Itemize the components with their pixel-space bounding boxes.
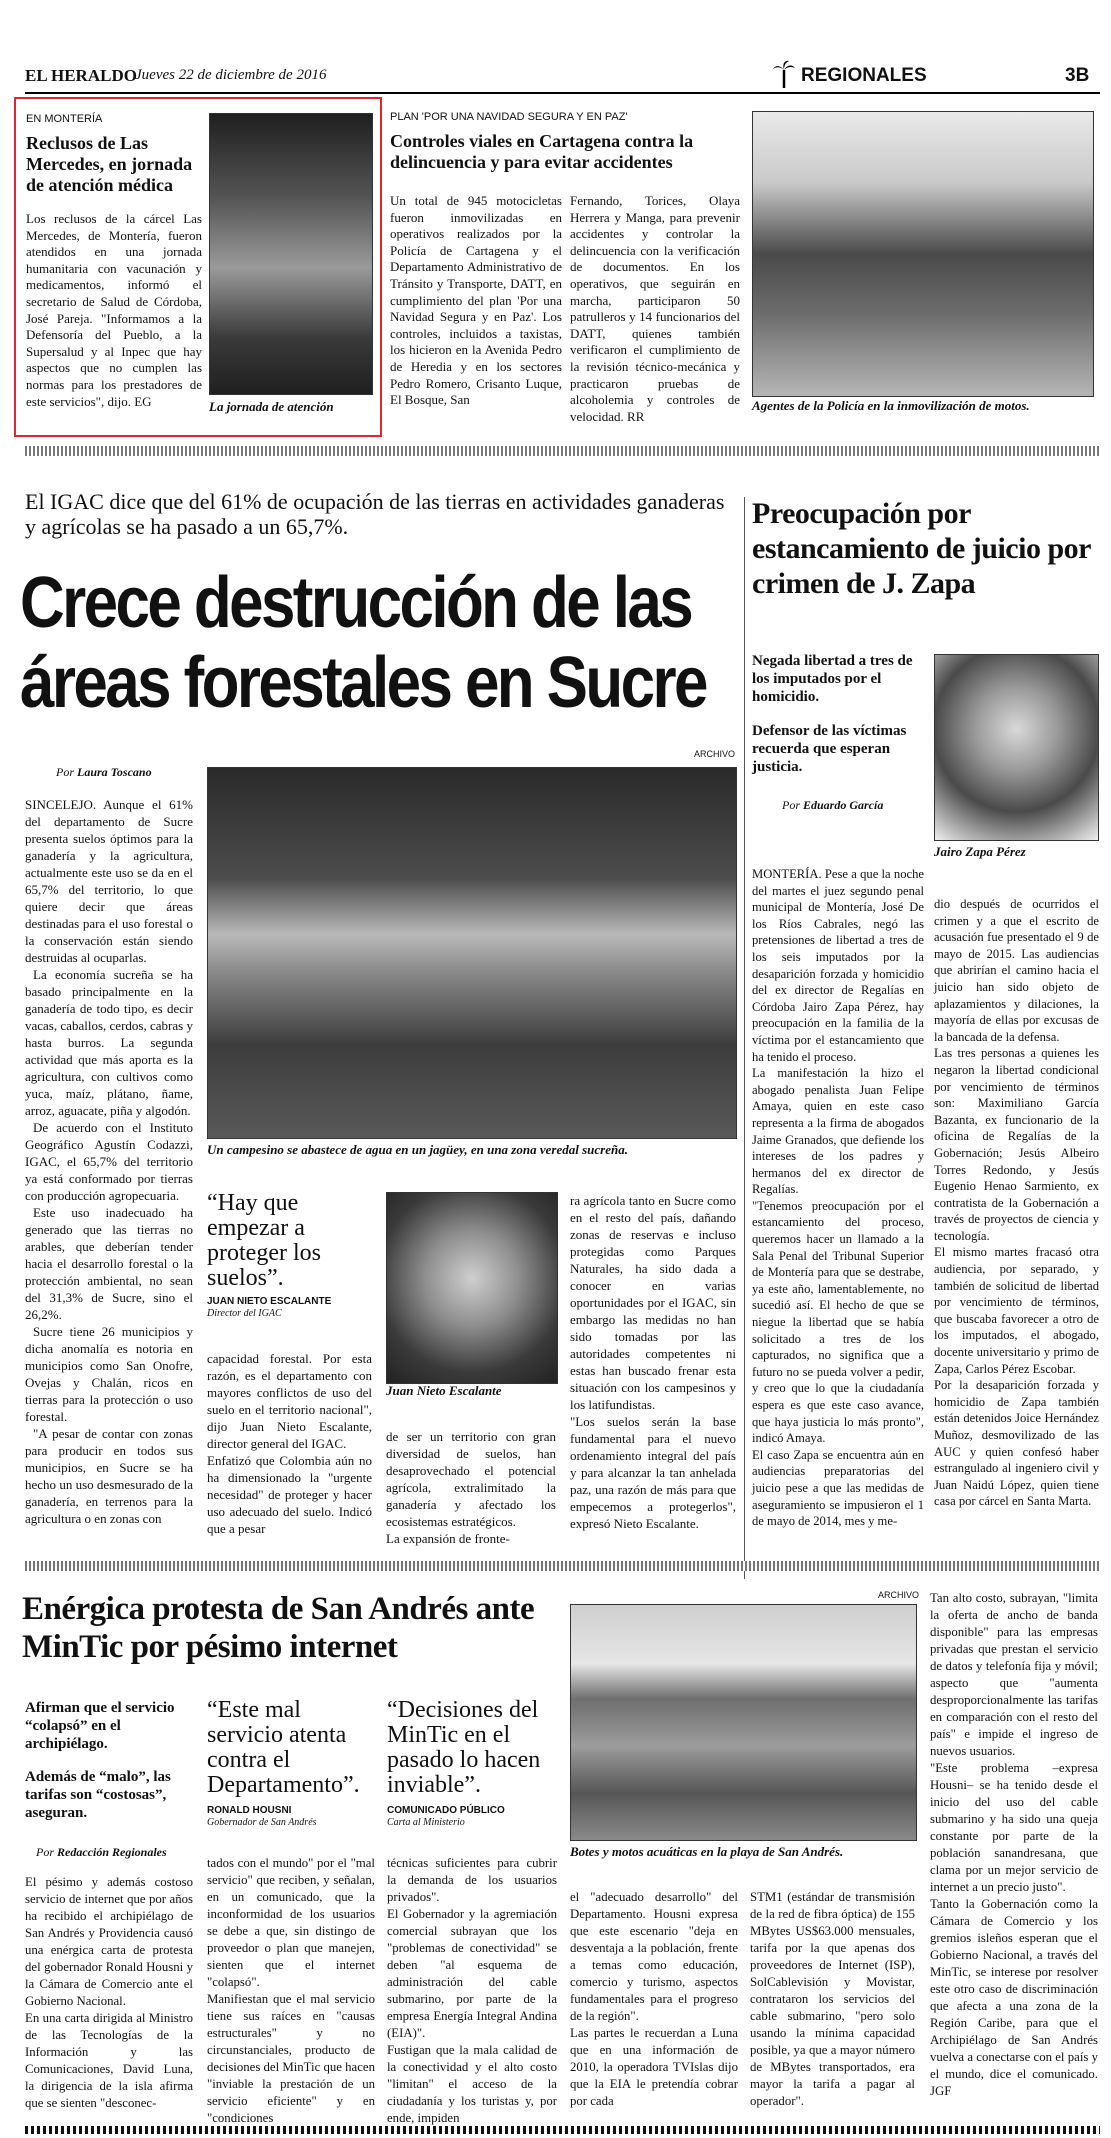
bottom-headline: Enérgica protesta de San Andrés ante MinTic por pésimo internet: [22, 1591, 535, 1665]
column-rule: [744, 497, 745, 1579]
palm-icon: [773, 60, 795, 88]
side-byline-prefix: Por: [782, 798, 800, 812]
bottom-byline-prefix: Por: [36, 1845, 54, 1859]
brief2-kicker: PLAN 'POR UNA NAVIDAD SEGURA Y EN PAZ': [390, 111, 628, 123]
brief2-col1: Un total de 945 motocicletas fueron inmovilizadas en operativos realizados por la Policía de Cartagena y el Departamento Administrativo de Tránsito y Transporte, DATT, en cumplimiento del plan 'Por una Navidad Segura y en Paz'. Los controles, incluidos a taxistas, los hicieron en la Avenida Pedro de Heredia y en los sectores Pedro Romero, Crisanto Luque, El Bosque, San: [390, 193, 562, 408]
zapa-portrait: [934, 654, 1099, 841]
main-col1-p4: Este uso inadecuado ha generado que las tierras no arables, que deberían tender hacia el desarrollo forestal o la protección ambiental, no sean del 31,3% de Sucre, sino el 26,2%.: [25, 1205, 193, 1322]
bottom-byline: [36, 1845, 167, 1860]
side-byline-author: Eduardo García: [803, 798, 884, 812]
side-byline: [782, 798, 883, 813]
zapa-portrait-caption: Jairo Zapa Pérez: [934, 844, 1026, 859]
main-deck: El IGAC dice que del 61% de ocupación de las tierras en actividades ganaderas y agrícolas se ha pasado a un 65,7%.: [25, 489, 725, 539]
motorcycles-photo-caption: Agentes de la Policía en la inmovilización de motos.: [752, 398, 1030, 413]
issue-date: Jueves 22 de diciembre de 2016: [135, 67, 327, 83]
main-col1-p5: Sucre tiene 26 municipios y dicha anomalía es notoria en municipios como San Onofre, Ovejas y Chalán, ricos en tierras para la protección o uso forestal.: [25, 1324, 193, 1424]
bottom-quote-2-role: Carta al Ministerio: [387, 1817, 465, 1828]
bottom-quote-1-role: Gobernador de San Andrés: [207, 1817, 317, 1828]
main-col1-p2: La economía sucreña se ha basado principalmente en la ganadería de todo tipo, es decir vacas, caballos, cerdos, cabras y hasta burros. La segunda actividad que más aporta es la agricultura, con cultivos como yuca, maíz, plátano, ñame, arroz, aguacate, piña y algodón.: [25, 967, 193, 1118]
paper-name: EL HERALDO: [25, 66, 137, 85]
brief-title: Reclusos de Las Mercedes, en jornada de atención médica: [26, 133, 193, 195]
bottom-deck-1: Afirman que el servicio “colapsó” en el archipiélago.: [25, 1700, 175, 1752]
bottom-col3: técnicas suficientes para cubrir la demanda de los usuarios privados". El Gobernador y la agremiación comercial subrayan que los "problemas de conectividad" se deben "al esquema de administración del cable submarino, por parte de la empresa Energía Integral Andina (EIA)". Fustigan que la mala calidad de la conectividad y el alto costo "limitan" el acceso de la ciudadanía y los turistas y, por ende, impiden: [387, 1856, 557, 2125]
san-andres-photo-caption: Botes y motos acuáticas en la playa de San Andrés.: [570, 1844, 844, 1859]
motorcycles-photo: [752, 111, 1094, 397]
bottom-quote-1: “Este mal servicio atenta contra el Departamento”.: [207, 1697, 360, 1798]
main-headline: Crece destrucción de las áreas forestales en Sucre: [20, 563, 706, 723]
jaguey-photo: [207, 767, 737, 1139]
jaguey-photo-caption: Un campesino se abastece de agua en un jagüey, en una zona veredal sucreña.: [207, 1142, 628, 1157]
side-deck-1: Negada libertad a tres de los imputados por el homicidio.: [752, 653, 913, 705]
bottom-col5: STM1 (estándar de transmisión de la red de fibra óptica) de 155 MBytes US$63.000 mensuales, tarifa por la que apenas dos proveedores de Internet (ISP), SolCablevisión y Movistar, contrataron los servicios del cable submarino, "pero solo usando la mínima capacidad posible, ya que a mayor número de MBytes transportados, era mayor la tarifa a pagar al operador".: [750, 1890, 915, 2108]
main-pull-quote: “Hay que empezar a proteger los suelos”.: [207, 1190, 321, 1291]
main-col1-p3: De acuerdo con el Instituto Geográfico Agustín Codazzi, IGAC, el 65,7% del territorio ya está conformado por tierras con producción agropecuaria.: [25, 1120, 193, 1203]
bottom-col2: tados con el mundo" por el "mal servicio" que reciben, y señalan, en un comunicado, que la inconformidad de los usuarios se debe a que, sin distingo de proveedor o plan que manejen, sienten que el internet "colapsó". Manifiestan que el mal servicio tiene sus raíces en "causas estructurales" y no circunstanciales, producto de decisiones del MinTic que hacen "inviable la prestación de un servicio eficiente" y en "condiciones: [207, 1856, 375, 2125]
bottom-col6: Tan alto costo, subrayan, "limita la oferta de ancho de banda disponible" para las empresas privadas que prestan el servicio de datos y telefonía fija y móvil; aspecto que "aumenta desproporcionalmente las tarifas en comparación con el resto del país" e impide el ingreso de nuevos usuarios. "Este problema –expresa Housni– se ha tenido desde el inicio del uso del cable submarino y ha sido una queja constante por parte de la población sanandresana, que clama por un mejor servicio de internet a un precio justo". Tanto la Gobernación como la Cámara de Comercio y los gremios isleños esperan que el Gobierno Nacional, a través del MinTic, se interese por resolver este otro caso de discriminación que afecta a una zona de la Región Caribe, para que el Archipiélago de San Andrés vuelva a conectarse con el país y el mundo, dice el comunicado. JGF: [930, 1591, 1098, 2098]
header-rule: [25, 92, 1100, 94]
page-number: 3B: [1065, 65, 1090, 86]
section-name: REGIONALES: [801, 65, 927, 86]
nieto-portrait-caption: Juan Nieto Escalante: [386, 1383, 502, 1398]
section-divider-1: [25, 446, 1100, 456]
main-archivo-tag: ARCHIVO: [694, 749, 736, 759]
brief2-title: Controles viales en Cartagena contra la delincuencia y para evitar accidentes: [390, 131, 694, 172]
san-andres-photo: [570, 1604, 917, 1841]
main-col2: capacidad forestal. Por esta razón, es el departamento con mayores conflictos de uso del suelo en el territorio nacional", dijo Juan Nieto Escalante, director general del IGAC. Enfatizó que Colombia aún no ha dimensionado la "urgente necesidad" de proteger y hacer uso adecuado del suelo. Indicó que a pesar: [207, 1351, 372, 1536]
bottom-quote-1-source: RONALD HOUSNI: [207, 1805, 292, 1816]
prison-photo-caption: La jornada de atención: [209, 399, 334, 414]
side-col2: dio después de ocurridos el crimen y a que el escrito de acusación fue presentado el 9 de mayo de 2015. Las audiencias que abrirían el camino hacia el juicio han sido objeto de aplazamientos y dilaciones, la mayoría de ellas por excusas de la bancada de la defensa. Las tres personas a quienes les negaron la libertad condicional por vencimiento de términos son: Maximiliano García Bazanta, ex funcionario de la oficina de Regalías de la Gobernación; Jesús Albeiro Torres Redondo, y Jesús Eugenio Henao Sarmiento, ex contratista de la Gobernación a través de proyectos de ciencia y tecnología. El mismo martes fracasó otra audiencia, por separado, y también de solicitud de libertad por vencimiento de términos, que buscaba favorecer a otro de los imputados, el abogado, docente universitario y primo de Zapa, Carlos Pérez Escobar. Por la desaparición forzada y homicidio de Zapa también están detenidos Joice Hernández Muñoz, desmovilizado de las AUC y quien confesó haber estrangulado al ingeniero civil y Juan Naidú López, quien tiene casa por cárcel en Santa Marta.: [934, 897, 1099, 1509]
main-col3: de ser un territorio con gran diversidad de suelos, han desaprovechado el potencial agrícola, extralimitado la ganadería y afectado los ecosistemas estratégicos. La expansión de fronte-: [386, 1429, 556, 1546]
main-byline: [56, 765, 152, 780]
main-col1-p1: SINCELEJO. Aunque el 61% del departamento de Sucre presenta suelos óptimos para la ganadería y la agricultura, actualmente este uso se da en el 65,7% del territorio, lo que quiere decir que áreas destinadas para el uso forestal o la conservación están siendo destruidas al ocuparlas.: [25, 797, 193, 965]
side-col1: MONTERÍA. Pese a que la noche del martes el juez segundo penal municipal de Montería, José De los Ríos Cabrales, negó las pretensiones de libertad a tres de los seis imputados por la desaparición forzada y homicidio del ex director de Regalías en Córdoba Jairo Zapa Pérez, hay preocupación en la familia de la víctima por el estancamiento que ha tenido el proceso. La manifestación la hizo el abogado penalista Juan Felipe Amaya, quien en este caso representa a la firma de abogados Jaime Granados, que defiende los intereses de los padres y hermanos del ex director de Regalías. "Tenemos preocupación por el estancamiento del proceso, queremos hacer un llamado a la Sala Penal del Tribunal Superior de Montería para que se destrabe, ya este año, lamentablemente, no sucedió así. El hecho de que se niegue la libertad que se había solicitado a tres de los capturados, no significa que a futuro no se pueda volver a pedir, y creo que lo que la ciudadanía espera es que este caso avance, que haya justicia lo más pronto", indicó Amaya. El caso Zapa se encuentra aún en audiencias preparatorias del juicio pese a que las medidas de aseguramiento se impusieron el 1 de mayo de 2014, mes y me-: [752, 867, 924, 1529]
side-headline: Preocupación por estancamiento de juicio por crimen de J. Zapa: [752, 497, 1091, 600]
section-divider-2: [25, 1561, 1100, 1571]
main-col1: [25, 796, 193, 1527]
brief-cartagena: [388, 97, 1100, 437]
main-col4: ra agrícola tanto en Sucre como en el resto del país, dañando zonas de reservas e incluso protegidas como Parques Naturales, ha sido dada a conocer en varias oportunidades por el IGAC, sin embargo las medidas no han sido tomadas por las autoridades competentes ni estas han buscado frenar esta situación con los campesinos y los latifundistas. "Los suelos serán la base fundamental para el nuevo ordenamiento integral del país y para alcanzar la tan anhelada paz, una razón de más para que empecemos a protegerlos", expresó Nieto Escalante.: [570, 1193, 736, 1531]
bottom-deck-2: Además de “malo”, las tarifas son “costosas”, aseguran.: [25, 1769, 171, 1821]
main-quote-role: Director del IGAC: [207, 1308, 282, 1319]
bottom-col4: el "adecuado desarrollo" del Departamento. Housni expresa que este escenario "deja en desventaja a la población, frente a temas como educación, comercio y turismo, aspectos fundamentales para el progreso de la región". Las partes le recuerdan a Luna que en una información de 2010, la operadora TVIslas dijo que la EIA le pretendía cobrar por cada: [570, 1890, 738, 2108]
masthead-strip: [25, 62, 1095, 92]
main-col1-p6: "A pesar de contar con zonas para producir en todos sus municipios, en Sucre se ha hecho un uso desmesurado de la ganadería, en terrenos para la agricultura o en zonas con: [25, 1426, 193, 1526]
main-byline-prefix: Por: [56, 765, 74, 779]
brief-body: Los reclusos de la cárcel Las Mercedes, de Montería, fueron atendidos en una jornada humanitaria con vacunación y medicamentos, informó el secretario de Salud de Córdoba, José Pareja. "Informamos a la Defensoría del Pueblo, a la Supersalud y al Inpec que hay aspectos que no cumplen las normas para los prestadores de este servicios", dijo. EG: [26, 211, 202, 409]
footer-rule: [25, 2126, 1100, 2134]
main-quote-source: JUAN NIETO ESCALANTE: [207, 1296, 332, 1307]
side-deck-2: Defensor de las víctimas recuerda que esperan justicia.: [752, 723, 907, 775]
bottom-quote-2-source: COMUNICADO PÚBLICO: [387, 1805, 505, 1816]
bottom-byline-author: Redacción Regionales: [57, 1845, 167, 1859]
brief-kicker: EN MONTERÍA: [26, 113, 103, 125]
bottom-col1: El pésimo y además costoso servicio de internet que por años ha recibido el archipiélago de San Andrés y Providencia causó una enérgica carta de protesta del gobernador Ronald Housni y la Cámara de Comercio ante el Gobierno Nacional. En una carta dirigida al Ministro de las Tecnologías de la Información y las Comunicaciones, David Luna, la dirigencia de la isla afirma que se sienten "desconec-: [25, 1875, 193, 2110]
bottom-archivo-tag: ARCHIVO: [878, 1590, 920, 1600]
bottom-quote-2: “Decisiones del MinTic en el pasado lo hacen inviable”.: [387, 1697, 541, 1798]
prison-photo: [209, 113, 373, 395]
main-byline-author: Laura Toscano: [77, 765, 152, 779]
nieto-portrait: [386, 1192, 558, 1384]
brief-monteria: [14, 97, 382, 437]
brief2-col2: Fernando, Torices, Olaya Herrera y Manga, para prevenir accidentes y controlar la delincuencia con la verificación de documentos. En los operativos, que seguirán en marcha, participaron 50 patrulleros y 14 funcionarios del DATT, quienes también verificaron el cumplimiento de la revisión técnico-mecánica y practicaron pruebas de alcoholemia y controles de velocidad. RR: [570, 193, 740, 424]
